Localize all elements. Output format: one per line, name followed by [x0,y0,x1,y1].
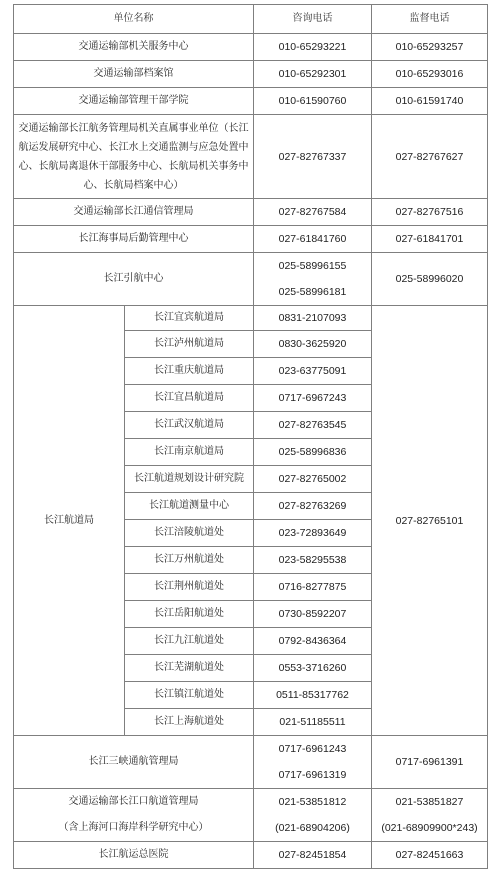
consult-phone: 021-51185511 [254,709,372,736]
consult-phone-line: 025-58996155 [278,260,347,272]
sub-unit-name: 长江岳阳航道处 [125,601,254,628]
table-row [14,115,488,199]
header-consult-phone: 咨询电话 [254,5,372,34]
table-row [14,226,488,253]
table-row [14,736,488,789]
unit-name: 长江航运总医院 [14,842,254,869]
consult-phone: 0830-3625920 [254,331,372,358]
consult-phone-line: 0717-6961319 [278,769,347,781]
group-name: 长江航道局 [14,306,125,736]
consult-phone: 0511-85317762 [254,682,372,709]
group-supervise-phone: 027-82765101 [372,306,488,736]
consult-phone-line: 0717-6961243 [278,743,347,755]
table-row [14,842,488,869]
sub-unit-name: 长江九江航道处 [125,628,254,655]
supervise-phone [372,789,488,842]
table-row [14,199,488,226]
unit-name: 交通运输部长江通信管理局 [14,199,254,226]
consult-phone: 025-58996836 [254,439,372,466]
unit-name: 交通运输部长江航务管理局机关直属事业单位（长江航运发展研究中心、长江水上交通监测与应急处置中心、长航局离退休干部服务中心、长航局机关事务中心、长航局档案中心） [14,115,254,199]
sub-unit-name: 长江重庆航道局 [125,358,254,385]
unit-name: 长江三峡通航管理局 [14,736,254,789]
supervise-phone: 027-61841701 [372,226,488,253]
consult-phone: 023-63775091 [254,358,372,385]
sub-unit-name: 长江宜宾航道局 [125,306,254,331]
unit-name: 长江引航中心 [14,253,254,306]
consult-phone: 010-61590760 [254,88,372,115]
supervise-phone: 027-82451663 [372,842,488,869]
consult-phone: 0716-8277875 [254,574,372,601]
supervise-phone: 010-61591740 [372,88,488,115]
sub-unit-name: 长江航道测量中心 [125,493,254,520]
contact-table [13,4,488,869]
consult-phone: 0730-8592207 [254,601,372,628]
consult-phone: 027-61841760 [254,226,372,253]
header-unit-name: 单位名称 [14,5,254,34]
consult-phone: 027-82763269 [254,493,372,520]
sub-unit-name: 长江荆州航道处 [125,574,254,601]
supervise-phone: 025-58996020 [372,253,488,306]
consult-phone: 010-65292301 [254,61,372,88]
consult-phone: 0553-3716260 [254,655,372,682]
sub-unit-name: 长江镇江航道处 [125,682,254,709]
supervise-phone: 027-82767516 [372,199,488,226]
sub-unit-name: 长江芜湖航道处 [125,655,254,682]
unit-name: 交通运输部机关服务中心 [14,34,254,61]
consult-phone-line: 025-58996181 [278,286,347,298]
supervise-phone: 010-65293257 [372,34,488,61]
sub-unit-name: 长江宜昌航道局 [125,385,254,412]
consult-phone: 027-82767337 [254,115,372,199]
supervise-phone: 0717-6961391 [372,736,488,789]
sub-unit-name: 长江万州航道处 [125,547,254,574]
consult-phone: 0717-6967243 [254,385,372,412]
sub-unit-name: 长江上海航道处 [125,709,254,736]
consult-phone [254,736,372,789]
consult-phone-line: (021-68904206) [275,822,350,834]
sub-unit-name: 长江武汉航道局 [125,412,254,439]
sub-unit-name: 长江涪陵航道处 [125,520,254,547]
consult-phone-line: 021-53851812 [278,796,347,808]
header-supervise-phone: 监督电话 [372,5,488,34]
consult-phone [254,789,372,842]
consult-phone: 010-65293221 [254,34,372,61]
unit-name: 交通运输部管理干部学院 [14,88,254,115]
table-row [14,34,488,61]
unit-name-note: （含上海河口海岸科学研究中心） [58,822,209,833]
consult-phone: 0831-2107093 [254,306,372,331]
consult-phone: 027-82451854 [254,842,372,869]
supervise-phone-line: 021-53851827 [395,796,464,808]
unit-name: 长江海事局后勤管理中心 [14,226,254,253]
unit-name-line: 交通运输部长江口航道管理局 [68,796,199,807]
unit-name: 交通运输部档案馆 [14,61,254,88]
supervise-phone: 027-82767627 [372,115,488,199]
sub-unit-name: 长江南京航道局 [125,439,254,466]
consult-phone [254,253,372,306]
supervise-phone-line: (021-68909900*243) [381,822,478,834]
table-row [14,61,488,88]
sub-unit-name: 长江航道规划设计研究院 [125,466,254,493]
table-header-row [14,5,488,34]
sub-unit-name: 长江泸州航道局 [125,331,254,358]
supervise-phone: 010-65293016 [372,61,488,88]
consult-phone: 027-82763545 [254,412,372,439]
table-row [14,306,488,331]
table-row [14,253,488,306]
table-row [14,789,488,842]
consult-phone: 023-58295538 [254,547,372,574]
table-row [14,88,488,115]
consult-phone: 027-82765002 [254,466,372,493]
consult-phone: 0792-8436364 [254,628,372,655]
consult-phone: 023-72893649 [254,520,372,547]
unit-name [14,789,254,842]
consult-phone: 027-82767584 [254,199,372,226]
